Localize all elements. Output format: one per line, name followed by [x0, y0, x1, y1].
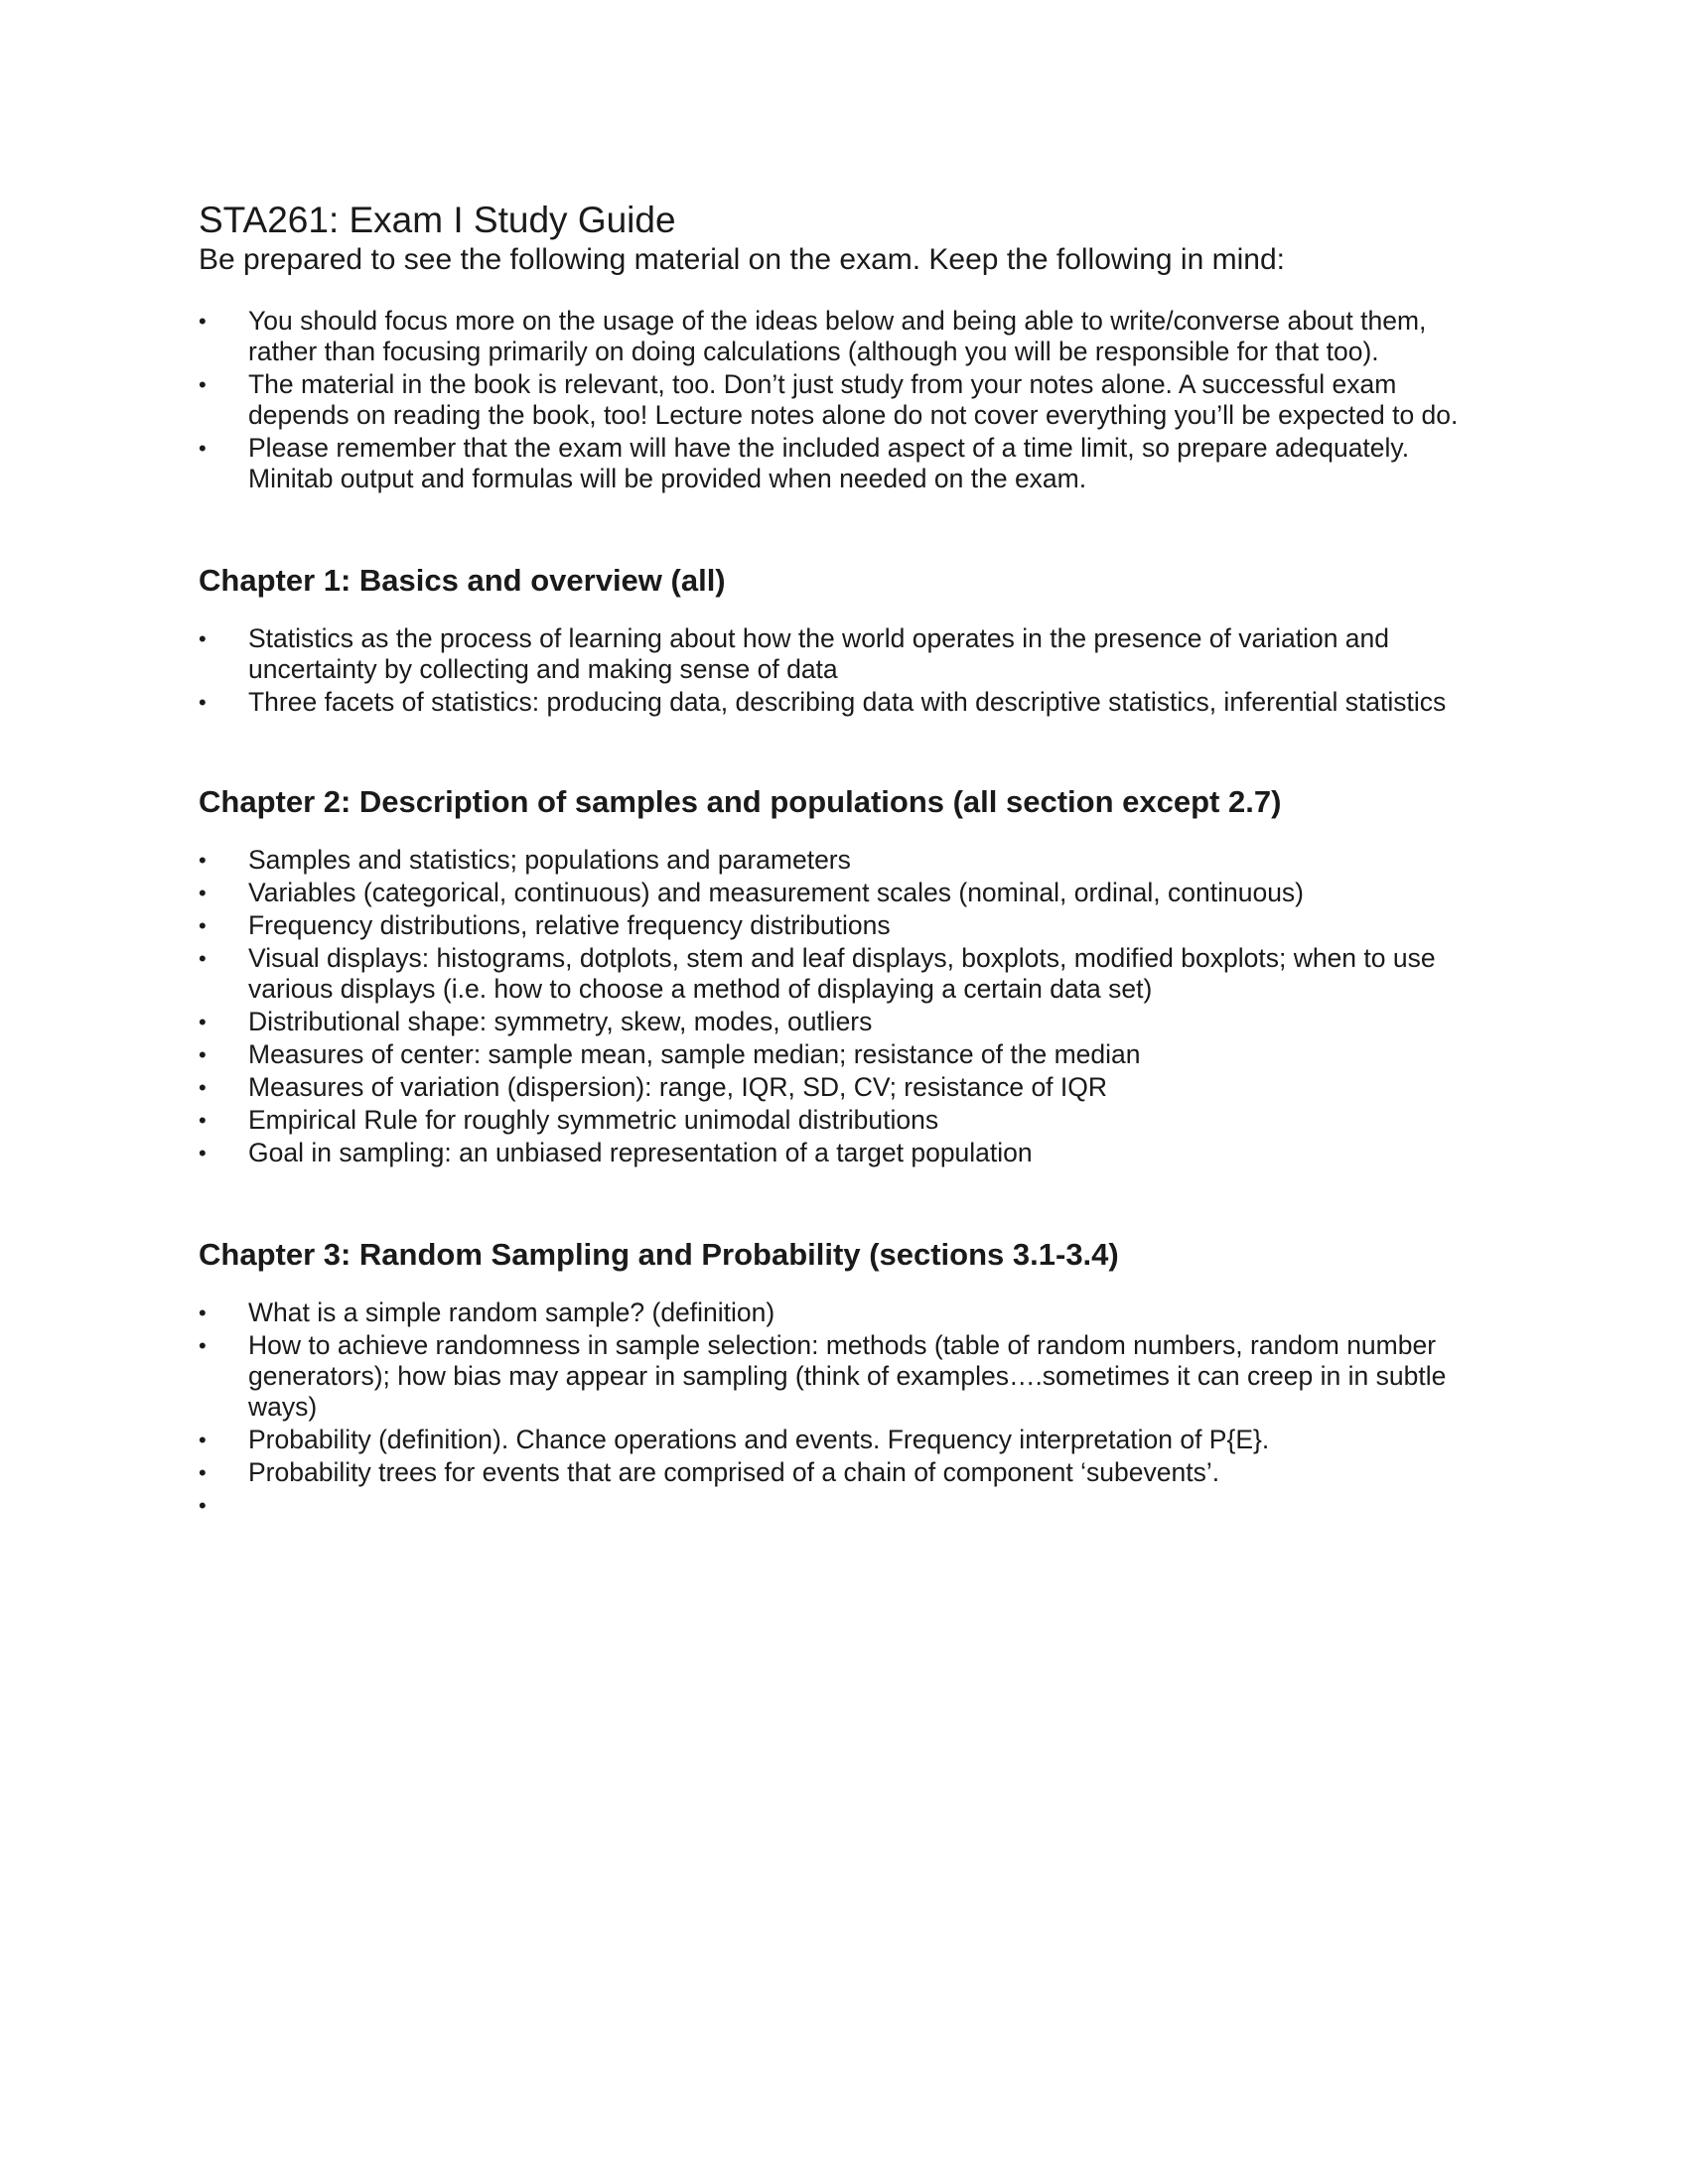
study-guide-page	[199, 199, 1499, 1523]
list-item	[199, 1490, 1499, 1521]
list-item	[199, 1425, 1499, 1455]
list-item-text: You should focus more on the usage of the ideas below and being able to write/converse about them, rather than focusing primarily on doing calculations (although you will be responsible for that too).	[248, 306, 1427, 366]
list-item-text: Measures of center: sample mean, sample median; resistance of the median	[248, 1039, 1141, 1069]
bullet-icon: •	[199, 626, 207, 651]
list-item	[199, 687, 1499, 718]
list-item-text: Probability (definition). Chance operations and events. Frequency interpretation of P{E}.	[248, 1425, 1270, 1454]
list-item	[199, 878, 1499, 908]
list-item	[199, 943, 1499, 1005]
bullet-icon: •	[199, 436, 207, 461]
page-title: STA261: Exam I Study Guide	[199, 200, 676, 240]
list-item-text: The material in the book is relevant, too. Don’t just study from your notes alone. A successful exam depends on reading the book, too! Lecture notes alone do not cover everything you’ll be expected to do.	[248, 369, 1459, 430]
list-item	[199, 433, 1499, 494]
bullet-icon: •	[199, 1108, 207, 1133]
list-item	[199, 1007, 1499, 1037]
list-item	[199, 1105, 1499, 1136]
list-item	[199, 845, 1499, 876]
list-item	[199, 1138, 1499, 1168]
list-item-text: Samples and statistics; populations and parameters	[248, 845, 851, 875]
chapter-3-list	[199, 1297, 1499, 1521]
bullet-icon: •	[199, 1428, 207, 1452]
chapter-3-heading: Chapter 3: Random Sampling and Probability (sections 3.1-3.4)	[199, 1237, 1119, 1272]
bullet-icon: •	[199, 946, 207, 971]
bullet-icon: •	[199, 1493, 207, 1518]
list-item	[199, 306, 1499, 367]
chapter-1-heading: Chapter 1: Basics and overview (all)	[199, 563, 726, 598]
list-item-text: Visual displays: histograms, dotplots, stem and leaf displays, boxplots, modified boxplots; when to use various displays (i.e. how to choose a method of displaying a certain data set)	[248, 943, 1436, 1004]
chapter-1-list	[199, 623, 1499, 718]
list-item	[199, 1457, 1499, 1488]
bullet-icon: •	[199, 1075, 207, 1100]
bullet-icon: •	[199, 848, 207, 873]
chapter-2-heading: Chapter 2: Description of samples and populations (all section except 2.7)	[199, 784, 1282, 819]
bullet-icon: •	[199, 1010, 207, 1034]
bullet-icon: •	[199, 309, 207, 334]
bullet-icon: •	[199, 1300, 207, 1325]
list-item-text: Measures of variation (dispersion): range, IQR, SD, CV; resistance of IQR	[248, 1072, 1108, 1102]
list-item-text: Goal in sampling: an unbiased representation of a target population	[248, 1138, 1033, 1167]
bullet-icon: •	[199, 1141, 207, 1165]
list-item-text: Please remember that the exam will have the included aspect of a time limit, so prepare adequately. Minitab output and formulas will be provided when needed on the exam.	[248, 433, 1410, 493]
list-item-text: Statistics as the process of learning about how the world operates in the presence of variation and uncertainty by collecting and making sense of data	[248, 623, 1390, 684]
list-item-text: Empirical Rule for roughly symmetric unimodal distributions	[248, 1105, 939, 1135]
list-item-text: Variables (categorical, continuous) and measurement scales (nominal, ordinal, continuous)	[248, 878, 1305, 907]
list-item-text: Distributional shape: symmetry, skew, modes, outliers	[248, 1007, 873, 1036]
list-item-text: Three facets of statistics: producing data, describing data with descriptive statistics, inferential statistics	[248, 687, 1447, 717]
intro-list	[199, 306, 1499, 494]
bullet-icon: •	[199, 881, 207, 905]
list-item	[199, 1039, 1499, 1070]
list-item	[199, 1072, 1499, 1103]
list-item-text: Probability trees for events that are comprised of a chain of component ‘subevents’.	[248, 1457, 1220, 1487]
list-item	[199, 623, 1499, 685]
bullet-icon: •	[199, 913, 207, 938]
list-item-text: How to achieve randomness in sample selection: methods (table of random numbers, random number generators); how bias may appear in sampling (think of examples….sometimes it can creep in in subtle ways)	[248, 1330, 1447, 1422]
list-item-text: Frequency distributions, relative frequency distributions	[248, 910, 891, 940]
list-item	[199, 910, 1499, 941]
bullet-icon: •	[199, 1333, 207, 1358]
chapter-2-list	[199, 845, 1499, 1168]
list-item	[199, 1297, 1499, 1328]
bullet-icon: •	[199, 1042, 207, 1067]
page-subtitle: Be prepared to see the following material on the exam. Keep the following in mind:	[199, 243, 1285, 276]
bullet-icon: •	[199, 690, 207, 715]
list-item-text: What is a simple random sample? (definition)	[248, 1297, 775, 1327]
list-item	[199, 369, 1499, 431]
bullet-icon: •	[199, 372, 207, 397]
list-item	[199, 1330, 1499, 1423]
bullet-icon: •	[199, 1460, 207, 1485]
